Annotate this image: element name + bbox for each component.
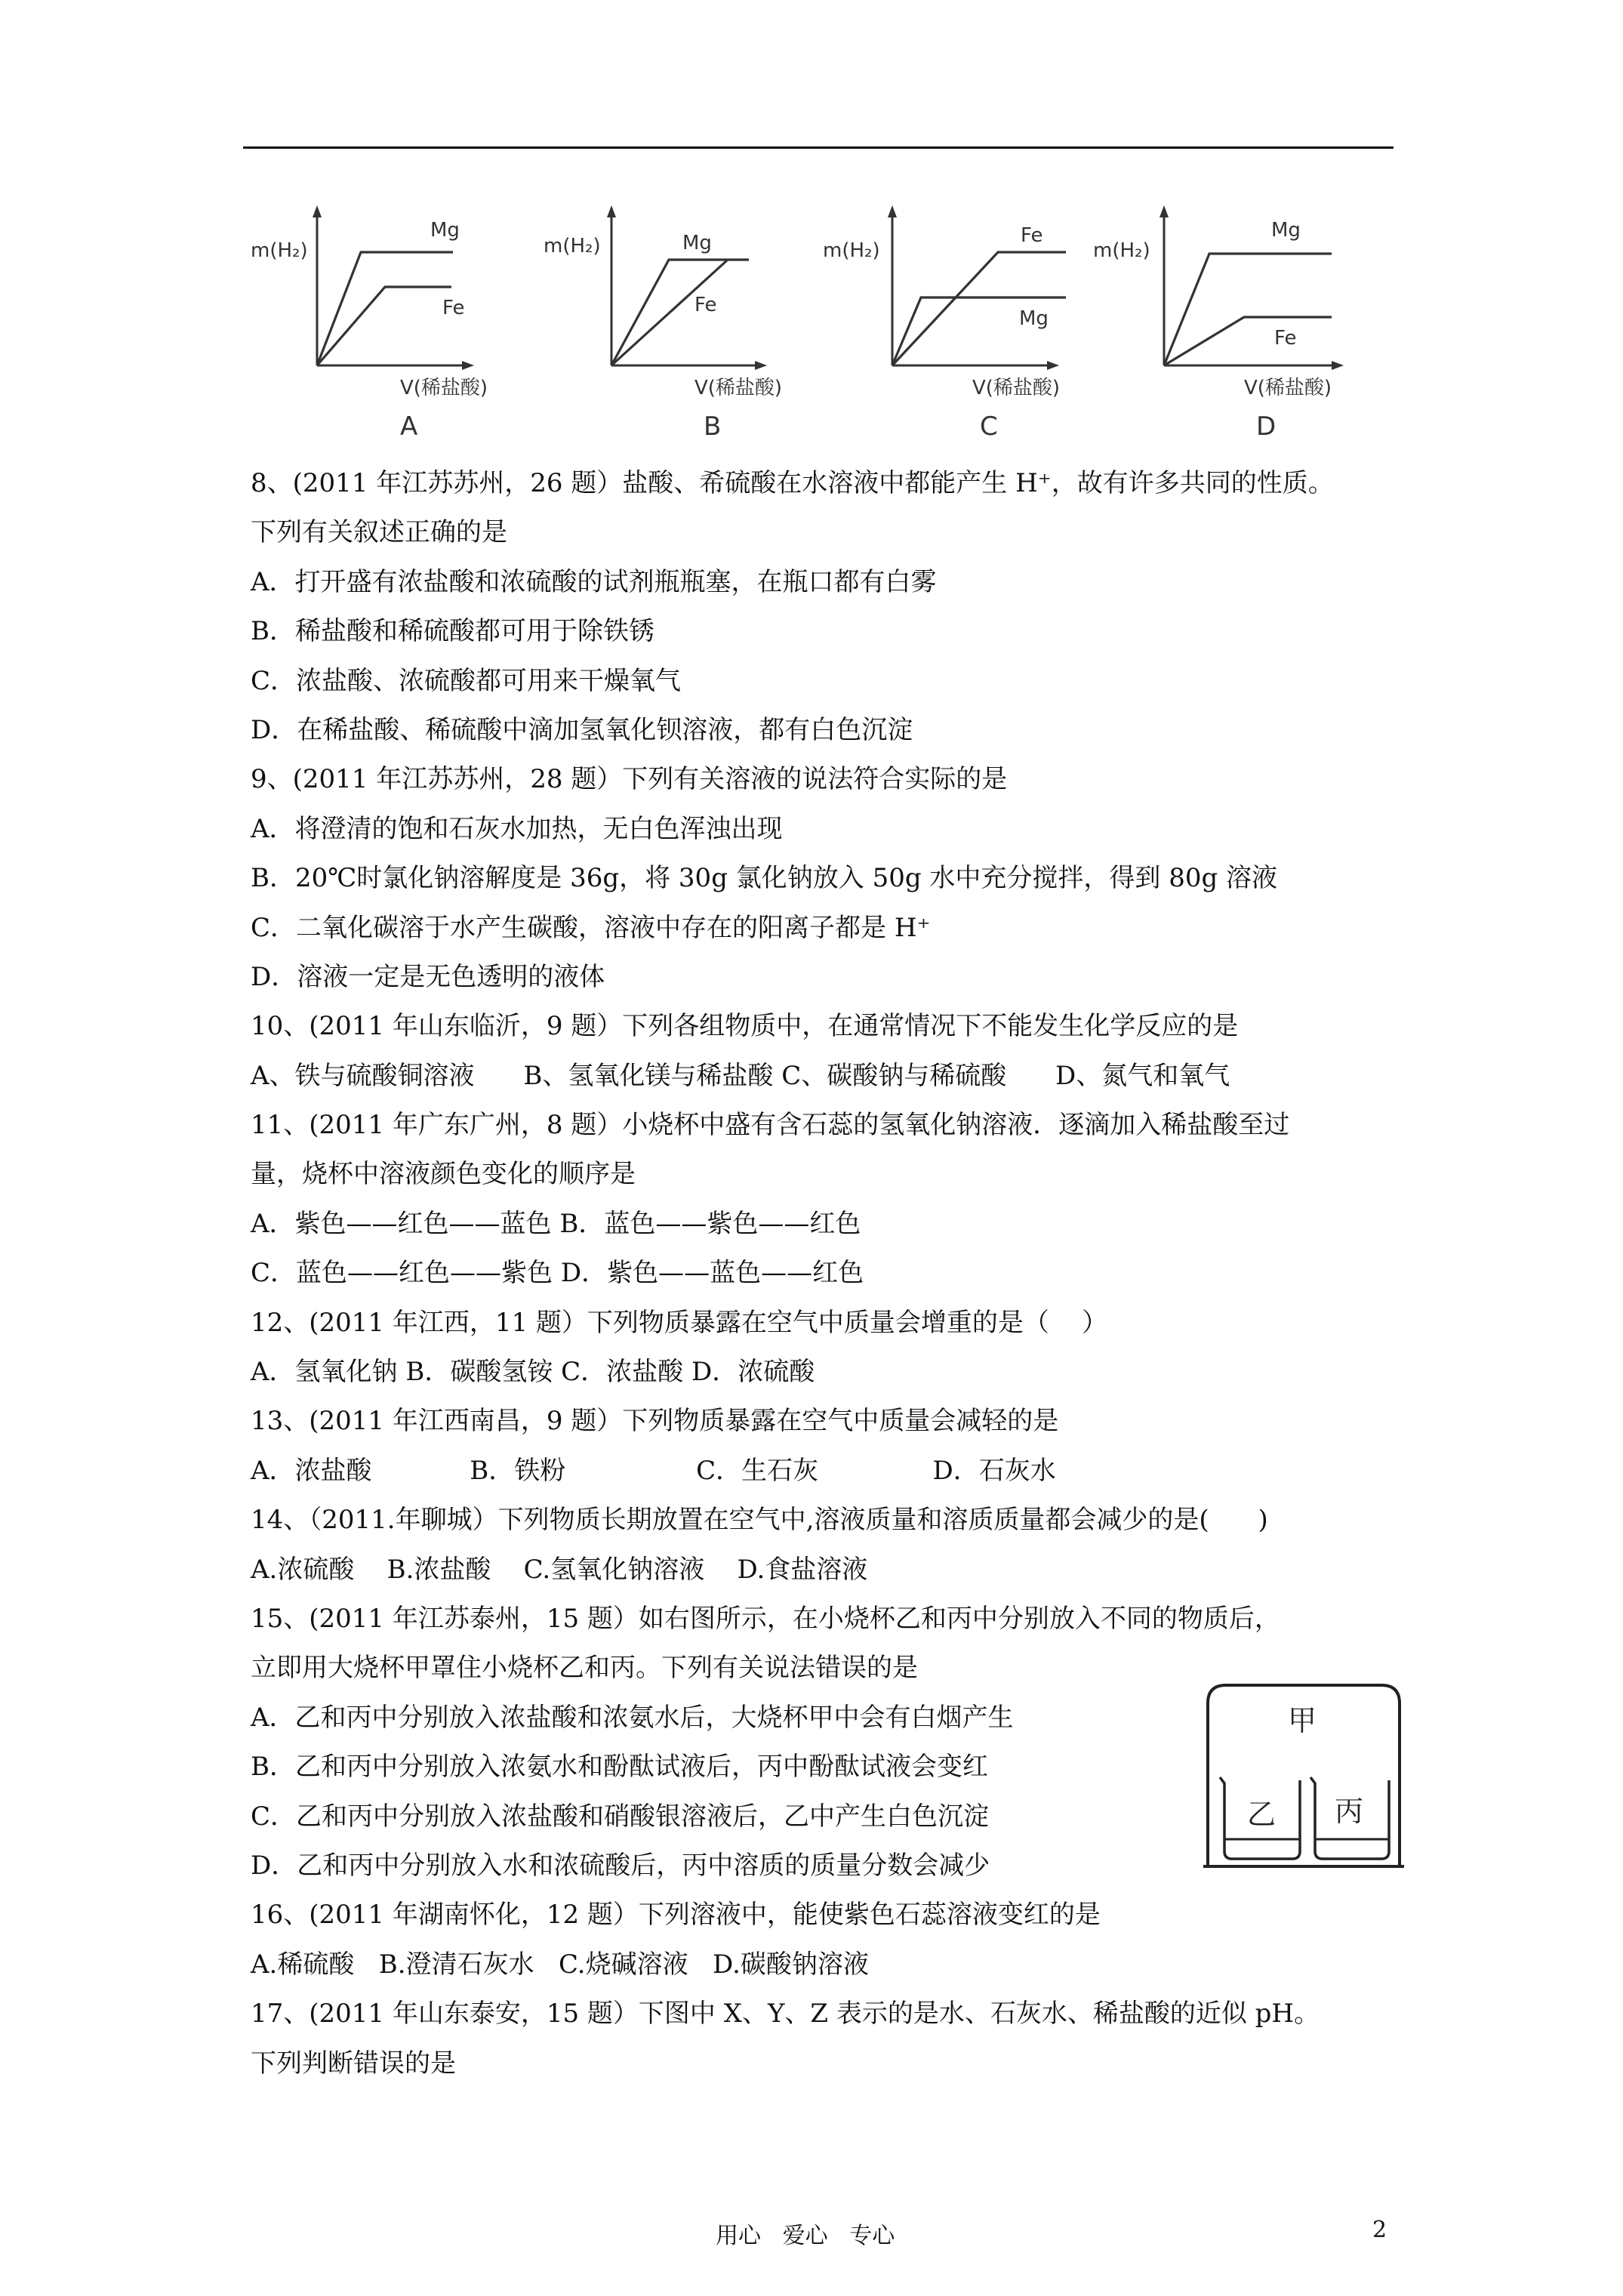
curve-top-label: Mg [430, 219, 460, 242]
y-axis-arrow-icon [1160, 205, 1169, 217]
text-line: A．氢氧化钠 B．碳酸氢铵 C．浓盐酸 D．浓硫酸 [251, 1357, 815, 1388]
text-line: D．乙和丙中分别放入水和浓硫酸后，丙中溶质的质量分数会减少 [251, 1850, 990, 1881]
beaker-label-bing: 丙 [1335, 1795, 1364, 1828]
graphs-svg [242, 202, 1419, 451]
text-line: D．溶液一定是无色透明的液体 [251, 961, 605, 992]
header-rule [243, 146, 1394, 149]
y-axis-arrow-icon [313, 205, 322, 217]
x-axis-arrow-icon [1332, 361, 1344, 370]
text-line: B．稀盐酸和稀硫酸都可用于除铁锈 [251, 616, 654, 647]
curve-top-label: Mg [1271, 219, 1301, 242]
curve-top [317, 252, 453, 365]
hydrogen-mass-graphs [242, 202, 1419, 451]
x-axis-arrow-icon [755, 361, 767, 370]
option-letter: C [980, 411, 998, 442]
beaker-svg [1202, 1681, 1406, 1869]
option-letter: B [704, 411, 722, 442]
y-axis-label: m(H₂) [251, 239, 308, 262]
text-line: A．将澄清的饱和石灰水加热，无白色浑浊出现 [251, 813, 783, 844]
beaker-label-yi: 乙 [1247, 1798, 1277, 1831]
text-line: C．蓝色——红色——紫色 D．紫色——蓝色——红色 [251, 1258, 864, 1289]
text-line: C．二氧化碳溶于水产生碳酸，溶液中存在的阳离子都是 H⁺ [251, 912, 931, 943]
curve-bottom [317, 287, 451, 365]
curve-top-label: Fe [1021, 224, 1043, 247]
curve-bottom-label: Fe [1274, 327, 1297, 350]
footer-motto: 用心 爱心 专心 [716, 2223, 895, 2249]
x-axis-arrow-icon [1047, 361, 1059, 370]
text-line: A.浓硫酸 B.浓盐酸 C.氢氧化钠溶液 D.食盐溶液 [251, 1554, 868, 1585]
x-axis-label: V(稀盐酸) [694, 377, 783, 399]
text-line: C．浓盐酸、浓硫酸都可用来干燥氧气 [251, 665, 682, 696]
graph-panel-a [251, 205, 488, 442]
graph-panel-d [1093, 205, 1344, 442]
text-line: 15、(2011 年江苏泰州，15 题）如右图所示，在小烧杯乙和丙中分别放入不同的物质后， [251, 1603, 1280, 1634]
y-axis-label: m(H₂) [1093, 239, 1150, 262]
curve-top-label: Mg [682, 232, 712, 254]
text-line: A．乙和丙中分别放入浓盐酸和浓氨水后，大烧杯甲中会有白烟产生 [251, 1702, 1014, 1733]
text-line: 下列有关叙述正确的是 [251, 517, 507, 548]
text-line: B．20℃时氯化钠溶解度是 36g，将 30g 氯化钠放入 50g 水中充分搅拌，得到 80g 溶液 [251, 863, 1278, 894]
text-line: 9、(2011 年江苏苏州，28 题）下列有关溶液的说法符合实际的是 [251, 764, 1008, 795]
text-line: B．乙和丙中分别放入浓氨水和酚酞试液后，丙中酚酞试液会变红 [251, 1752, 988, 1783]
text-line: 立即用大烧杯甲罩住小烧杯乙和丙。下列有关说法错误的是 [251, 1653, 918, 1684]
beaker-figure [1202, 1681, 1406, 1869]
page-number: 2 [1372, 2217, 1387, 2243]
text-line: 量，烧杯中溶液颜色变化的顺序是 [251, 1159, 636, 1190]
y-axis-arrow-icon [607, 205, 616, 217]
y-axis-arrow-icon [888, 205, 897, 217]
x-axis-arrow-icon [462, 361, 474, 370]
text-line: 下列判断错误的是 [251, 2048, 456, 2079]
text-line: A、铁与硫酸铜溶液 B、氢氧化镁与稀盐酸 C、碳酸钠与稀硫酸 D、氮气和氧气 [251, 1060, 1230, 1091]
text-line: A．紫色——红色——蓝色 B．蓝色——紫色——红色 [251, 1208, 861, 1239]
curve-bottom-label: Mg [1019, 307, 1049, 330]
text-line: A．浓盐酸 B．铁粉 C．生石灰 D．石灰水 [251, 1455, 1056, 1486]
option-letter: D [1256, 411, 1277, 442]
curve-top [1164, 254, 1332, 365]
text-line: C．乙和丙中分别放入浓盐酸和硝酸银溶液后，乙中产生白色沉淀 [251, 1801, 990, 1832]
graph-panel-b [544, 205, 782, 442]
text-line: 16、(2011 年湖南怀化，12 题）下列溶液中，能使紫色石蕊溶液变红的是 [251, 1900, 1101, 1931]
x-axis-label: V(稀盐酸) [1244, 377, 1332, 399]
text-line: A.稀硫酸 B.澄清石灰水 C.烧碱溶液 D.碳酸钠溶液 [251, 1949, 869, 1980]
text-line: 13、(2011 年江西南昌，9 题）下列物质暴露在空气中质量会减轻的是 [251, 1406, 1059, 1437]
text-line: 17、(2011 年山东泰安，15 题）下图中 X、Y、Z 表示的是水、石灰水、稀盐酸的近似 pH。 [251, 1999, 1320, 2029]
x-axis-label: V(稀盐酸) [400, 377, 488, 399]
text-line: D．在稀盐酸、稀硫酸中滴加氢氧化钡溶液，都有白色沉淀 [251, 714, 913, 745]
text-line: 12、(2011 年江西，11 题）下列物质暴露在空气中质量会增重的是（ ） [251, 1307, 1108, 1338]
text-line: 14、（2011.年聊城）下列物质长期放置在空气中,溶液质量和溶质质量都会减少的是( ) [251, 1505, 1268, 1536]
curve-bottom-label: Fe [694, 294, 717, 316]
graph-panel-c [823, 205, 1066, 442]
curve-bottom-label: Fe [442, 297, 465, 319]
x-axis-label: V(稀盐酸) [972, 377, 1061, 399]
y-axis-label: m(H₂) [823, 239, 880, 262]
curve-bottom [1164, 317, 1332, 365]
text-line: A．打开盛有浓盐酸和浓硫酸的试剂瓶瓶塞，在瓶口都有白雾 [251, 566, 937, 597]
option-letter: A [400, 411, 418, 442]
text-line: 11、(2011 年广东广州，8 题）小烧杯中盛有含石蕊的氢氧化钠溶液．逐滴加入稀盐酸至过 [251, 1110, 1290, 1141]
beaker-label-jia: 甲 [1288, 1704, 1317, 1737]
curve-top [611, 260, 749, 365]
text-line: 10、(2011 年山东临沂，9 题）下列各组物质中，在通常情况下不能发生化学反应的是 [251, 1011, 1239, 1042]
text-line: 8、(2011 年江苏苏州，26 题）盐酸、希硫酸在水溶液中都能产生 H⁺，故有许多共同的性质。 [251, 468, 1334, 498]
y-axis-label: m(H₂) [544, 235, 601, 257]
